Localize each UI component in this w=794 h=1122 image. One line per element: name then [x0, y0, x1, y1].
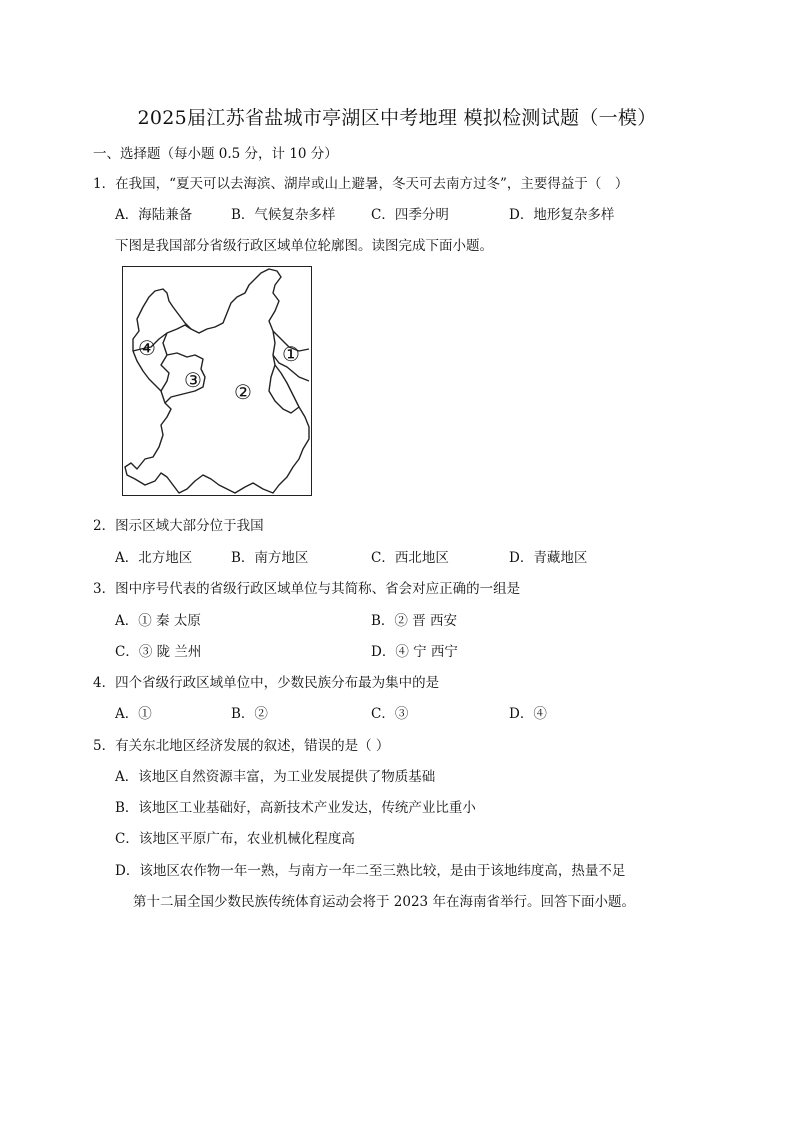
q3-option-a[interactable]: A．① 秦 太原 — [115, 613, 201, 629]
region-outline — [125, 269, 309, 493]
q1-option-b[interactable]: B．气候复杂多样 — [231, 207, 336, 223]
region-2-east-border — [269, 365, 299, 413]
q2-option-a[interactable]: A．北方地区 — [115, 550, 193, 566]
q5-option-b[interactable]: B．该地区工业基础好，高新技术产业发达，传统产业比重小 — [115, 800, 476, 816]
map-intro: 下图是我国部分省级行政区域单位轮廓图。读图完成下面小题。 — [115, 238, 493, 254]
q2-option-b[interactable]: B．南方地区 — [231, 550, 309, 566]
question-5-stem: 5．有关东北地区经济发展的叙述，错误的是（ ） — [93, 738, 390, 754]
section-heading: 一、选择题（每小题 0.5 分，计 10 分） — [93, 146, 338, 162]
q4-option-c[interactable]: C．③ — [371, 706, 409, 722]
q5-option-c[interactable]: C．该地区平原广布，农业机械化程度高 — [115, 831, 355, 847]
map-label-3: ③ — [184, 368, 202, 392]
province-outline-svg — [123, 267, 311, 495]
map-label-1: ① — [282, 342, 300, 366]
q5-option-d[interactable]: D．该地区农作物一年一熟，与南方一年二至三熟比较，是由于该地纬度高，热量不足 — [115, 863, 626, 879]
map-label-2: ② — [234, 380, 252, 404]
question-1-stem: 1．在我国，“夏天可以去海滨、湖岸或山上避暑，冬天可去南方过冬”，主要得益于（ ） — [93, 176, 629, 192]
sports-meeting-intro: 第十二届全国少数民族传统体育运动会将于 2023 年在海南省举行。回答下面小题。 — [133, 894, 635, 910]
q1-option-c[interactable]: C．四季分明 — [371, 207, 449, 223]
q2-option-c[interactable]: C．西北地区 — [371, 550, 449, 566]
question-4-stem: 4．四个省级行政区域单位中，少数民族分布最为集中的是 — [93, 675, 440, 691]
q5-option-a[interactable]: A．该地区自然资源丰富，为工业发展提供了物质基础 — [115, 769, 436, 785]
page-title: 2025届江苏省盐城市亭湖区中考地理 模拟检测试题（一模） — [137, 107, 657, 129]
q3-option-b[interactable]: B．② 晋 西安 — [371, 613, 458, 629]
map-label-4: ④ — [138, 336, 156, 360]
q1-option-a[interactable]: A．海陆兼备 — [115, 207, 193, 223]
q4-option-d[interactable]: D．④ — [509, 706, 547, 722]
question-3-stem: 3．图中序号代表的省级行政区域单位与其简称、省会对应正确的一组是 — [93, 581, 521, 597]
q4-option-b[interactable]: B．② — [231, 706, 268, 722]
q1-option-d[interactable]: D．地形复杂多样 — [509, 207, 615, 223]
q2-option-d[interactable]: D．青藏地区 — [509, 550, 588, 566]
q3-option-d[interactable]: D．④ 宁 西宁 — [371, 644, 458, 660]
province-outline-map — [122, 266, 312, 496]
question-2-stem: 2．图示区域大部分位于我国 — [93, 518, 264, 534]
q4-option-a[interactable]: A．① — [115, 706, 152, 722]
q3-option-c[interactable]: C．③ 陇 兰州 — [115, 644, 202, 660]
